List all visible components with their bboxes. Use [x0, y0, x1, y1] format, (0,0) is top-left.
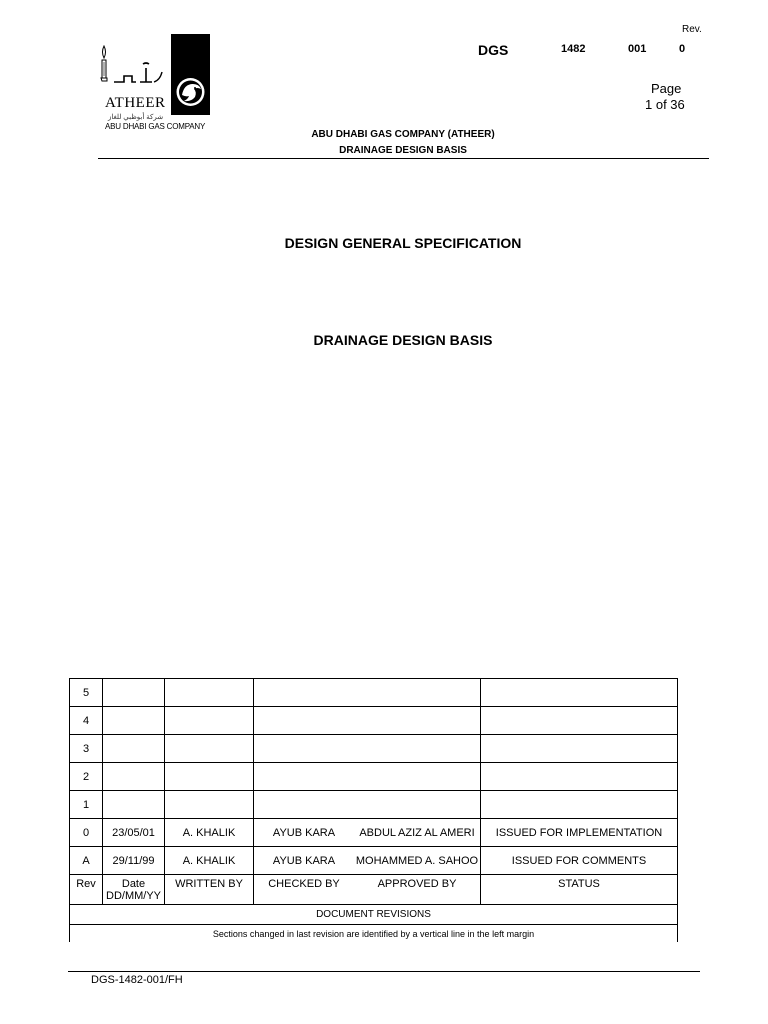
status-cell — [481, 735, 678, 763]
revision-id-cell: 4 — [70, 707, 103, 735]
revision-id-cell: 0 — [70, 819, 103, 847]
logo-tagline: ABU DHABI GAS COMPANY — [105, 122, 206, 131]
page-count: 1 of 36 — [645, 97, 685, 112]
approved-by-cell: ABDUL AZIZ AL AMERI — [354, 819, 481, 847]
status-cell — [481, 791, 678, 819]
approved-by-cell: MOHAMMED A. SAHOO — [354, 847, 481, 875]
document-subnumber: 001 — [628, 43, 647, 55]
revision-id-cell: A — [70, 847, 103, 875]
checked-by-cell — [254, 791, 355, 819]
revision-date-cell — [103, 735, 165, 763]
page-label: Page — [651, 81, 682, 96]
footer-divider — [68, 971, 700, 972]
checked-by-cell — [254, 763, 355, 791]
status-cell — [481, 679, 678, 707]
written-by-cell — [165, 763, 254, 791]
falcon-icon — [171, 34, 210, 115]
status-cell — [481, 763, 678, 791]
checked-by-cell — [254, 679, 355, 707]
rev-column-header: Rev — [70, 875, 103, 905]
written-by-cell: A. KHALIK — [165, 819, 254, 847]
revision-row — [70, 707, 678, 735]
revision-table — [69, 678, 678, 942]
written-by-cell — [165, 707, 254, 735]
logo-black-panel — [171, 34, 210, 115]
revision-note: Sections changed in last revision are identified by a vertical line in the left margin — [70, 925, 678, 943]
approved-by-cell — [354, 679, 481, 707]
date-column-header — [103, 875, 165, 905]
checked-by-column-header: CHECKED BY — [254, 875, 355, 905]
document-title: DESIGN GENERAL SPECIFICATION — [284, 235, 522, 251]
written-by-cell: A. KHALIK — [165, 847, 254, 875]
status-cell — [481, 707, 678, 735]
written-by-cell — [165, 735, 254, 763]
rev-label: Rev. — [682, 24, 702, 35]
checked-by-cell: AYUB KARA — [254, 847, 355, 875]
logo-arabic-tagline: شركة أبوظبي للغاز — [108, 114, 164, 121]
date-format-label: DD/MM/YY — [106, 890, 161, 902]
revision-id-cell: 3 — [70, 735, 103, 763]
status-column-header: STATUS — [481, 875, 678, 905]
checked-by-cell — [254, 735, 355, 763]
approved-by-cell — [354, 735, 481, 763]
revision-date-cell: 29/11/99 — [103, 847, 165, 875]
document-revisions-caption: DOCUMENT REVISIONS — [70, 905, 678, 925]
status-cell: ISSUED FOR IMPLEMENTATION — [481, 819, 678, 847]
approved-by-cell — [354, 791, 481, 819]
revision-date-cell: 23/05/01 — [103, 819, 165, 847]
revision-header-row — [70, 875, 678, 905]
header-divider — [98, 158, 709, 159]
document-revision: 0 — [679, 43, 686, 55]
checked-by-cell: AYUB KARA — [254, 819, 355, 847]
document-subtitle: DRAINAGE DESIGN BASIS — [313, 332, 493, 348]
revision-id-cell: 5 — [70, 679, 103, 707]
revision-date-cell — [103, 707, 165, 735]
revision-id-cell: 1 — [70, 791, 103, 819]
status-cell: ISSUED FOR COMMENTS — [481, 847, 678, 875]
revision-date-cell — [103, 791, 165, 819]
approved-by-cell — [354, 763, 481, 791]
written-by-column-header: WRITTEN BY — [165, 875, 254, 905]
document-number: 1482 — [561, 43, 586, 55]
company-name: ABU DHABI GAS COMPANY (ATHEER) — [311, 129, 495, 140]
revision-row — [70, 735, 678, 763]
approved-by-column-header: APPROVED BY — [354, 875, 481, 905]
revision-row — [70, 791, 678, 819]
revision-row — [70, 763, 678, 791]
footer-document-code: DGS-1482-001/FH — [91, 974, 183, 986]
revision-id-cell: 2 — [70, 763, 103, 791]
revision-date-cell — [103, 763, 165, 791]
revision-row — [70, 819, 678, 847]
revision-row — [70, 679, 678, 707]
date-label: Date — [121, 878, 146, 890]
header-subject: DRAINAGE DESIGN BASIS — [339, 145, 467, 156]
written-by-cell — [165, 679, 254, 707]
logo-wordmark: ATHEER — [105, 95, 166, 111]
revision-row — [70, 847, 678, 875]
written-by-cell — [165, 791, 254, 819]
document-type: DGS — [478, 42, 509, 58]
revision-date-cell — [103, 679, 165, 707]
checked-by-cell — [254, 707, 355, 735]
approved-by-cell — [354, 707, 481, 735]
